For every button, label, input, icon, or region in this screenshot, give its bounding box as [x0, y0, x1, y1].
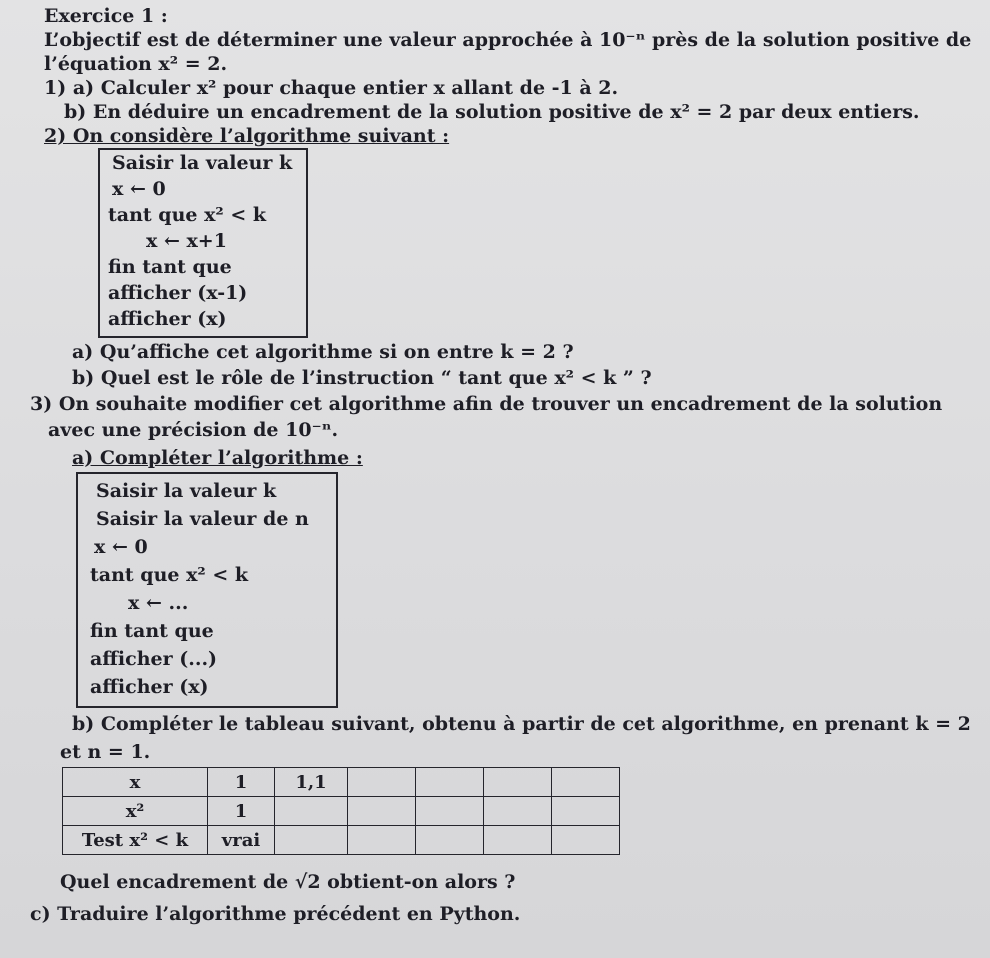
table-row — [63, 768, 620, 797]
question-1b: b) En déduire un encadrement de la solution positive de x² = 2 par deux entiers. — [64, 101, 920, 123]
question-2: 2) On considère l’algorithme suivant : — [44, 125, 450, 147]
algo1-line: fin tant que — [108, 256, 232, 278]
algo1-line: tant que x² < k — [108, 204, 267, 226]
table-cell: 1 — [208, 797, 275, 826]
question-1a: 1) a) Calculer x² pour chaque entier x allant de -1 à 2. — [44, 77, 619, 99]
table-cell[interactable] — [275, 797, 348, 826]
table-cell[interactable] — [416, 768, 484, 797]
algo1-line: afficher (x) — [108, 308, 227, 330]
table-cell: x — [63, 768, 208, 797]
algo2-line: afficher (...) — [90, 648, 218, 670]
question-3b-line-2: et n = 1. — [60, 741, 151, 763]
algo1-line: x ← x+1 — [146, 230, 227, 252]
table-cell[interactable] — [484, 797, 552, 826]
intro-line-1: L’objectif est de déterminer une valeur approchée à 10⁻ⁿ près de la solution positive de — [44, 29, 972, 51]
algo2-line: Saisir la valeur k — [96, 480, 277, 502]
exercise-title: Exercice 1 : — [44, 5, 168, 27]
question-2b: b) Quel est le rôle de l’instruction “ tant que x² < k ” ? — [72, 367, 652, 389]
algo2-line: x ← 0 — [94, 536, 148, 558]
question-3a: a) Compléter l’algorithme : — [72, 447, 363, 469]
question-3-line-1: 3) On souhaite modifier cet algorithme afin de trouver un encadrement de la solution — [30, 393, 943, 415]
algorithm-box-1 — [98, 148, 308, 338]
table-cell[interactable] — [416, 797, 484, 826]
algorithm-box-2 — [76, 472, 338, 708]
algo2-line: tant que x² < k — [90, 564, 249, 586]
table-row — [63, 826, 620, 855]
table-cell: x² — [63, 797, 208, 826]
table-cell[interactable] — [348, 797, 416, 826]
algo2-line: fin tant que — [90, 620, 214, 642]
table-cell: 1,1 — [275, 768, 348, 797]
question-2a: a) Qu’affiche cet algorithme si on entre k = 2 ? — [72, 341, 574, 363]
question-3b-encadrement: Quel encadrement de √2 obtient-on alors ? — [60, 871, 516, 893]
algo1-line: x ← 0 — [112, 178, 166, 200]
table-cell: Test x² < k — [63, 826, 208, 855]
table-cell[interactable] — [275, 826, 348, 855]
table-cell[interactable] — [552, 768, 620, 797]
intro-line-2: l’équation x² = 2. — [44, 53, 228, 75]
table-cell[interactable] — [484, 768, 552, 797]
question-3c: c) Traduire l’algorithme précédent en Python. — [30, 903, 521, 925]
table-cell[interactable] — [348, 826, 416, 855]
algo1-line: afficher (x-1) — [108, 282, 248, 304]
table-cell: 1 — [208, 768, 275, 797]
table-row — [63, 797, 620, 826]
table-cell[interactable] — [348, 768, 416, 797]
values-table — [62, 767, 620, 855]
question-3b-line-1: b) Compléter le tableau suivant, obtenu à partir de cet algorithme, en prenant k = 2 — [72, 713, 971, 735]
table-cell[interactable] — [484, 826, 552, 855]
table-cell: vrai — [208, 826, 275, 855]
table-cell[interactable] — [416, 826, 484, 855]
algo2-line: afficher (x) — [90, 676, 209, 698]
algo1-line: Saisir la valeur k — [112, 152, 293, 174]
algo2-line: Saisir la valeur de n — [96, 508, 309, 530]
algo2-line: x ← ... — [128, 592, 189, 614]
table-cell[interactable] — [552, 797, 620, 826]
table-cell[interactable] — [552, 826, 620, 855]
question-3-line-2: avec une précision de 10⁻ⁿ. — [48, 419, 339, 441]
